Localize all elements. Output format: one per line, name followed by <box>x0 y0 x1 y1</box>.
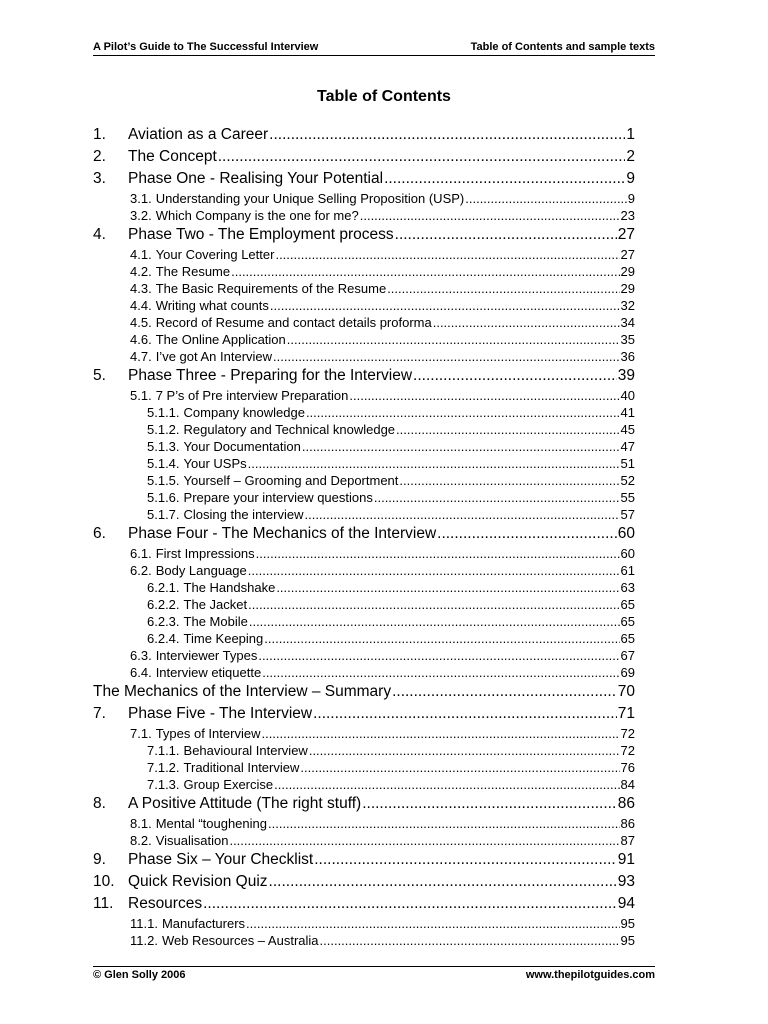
toc-entry-title: Closing the interview <box>183 507 304 522</box>
dot-leader <box>256 545 620 562</box>
toc-entry-title: Manufacturers <box>161 916 246 931</box>
dot-leader <box>275 246 619 263</box>
dot-leader <box>396 421 619 438</box>
toc-entry-title: The Concept <box>128 148 217 165</box>
toc-entry-number: 5.1. <box>130 388 152 403</box>
toc-entry-number: 6.2.1. <box>147 580 180 595</box>
toc-entry[interactable] <box>93 246 635 263</box>
toc-entry-title: The Mechanics of the Interview – Summary <box>93 683 392 700</box>
toc-entry-title: Interview etiquette <box>155 665 262 680</box>
toc-entry-title: Regulatory and Technical knowledge <box>183 422 396 437</box>
dot-leader <box>270 297 620 314</box>
dot-leader <box>384 168 625 190</box>
dot-leader <box>269 124 625 146</box>
toc-entry-number: 10. <box>93 873 115 890</box>
toc-entry-page-number: 23 <box>620 208 635 223</box>
toc-entry-page-number: 86 <box>620 816 635 831</box>
toc-entry[interactable] <box>93 562 635 579</box>
toc-entry-number: 6.1. <box>130 546 152 561</box>
dot-leader <box>273 348 620 365</box>
dot-leader <box>262 664 619 681</box>
toc-entry[interactable] <box>93 314 635 331</box>
toc-entry[interactable] <box>93 776 635 793</box>
page-header <box>93 41 655 56</box>
toc-entry-number: 3.2. <box>130 208 152 223</box>
toc-entry[interactable] <box>93 506 635 523</box>
toc-entry-title: Prepare your interview questions <box>183 490 373 505</box>
toc-entry-page-number: 27 <box>620 247 635 262</box>
toc-entry-page-number: 65 <box>620 614 635 629</box>
toc-entry-page-number: 60 <box>617 525 635 542</box>
toc-entry[interactable] <box>93 849 635 871</box>
toc-entry-number: 6.2.4. <box>147 631 180 646</box>
toc-entry[interactable] <box>93 438 635 455</box>
dot-leader <box>269 871 617 893</box>
toc-entry-page-number: 29 <box>620 264 635 279</box>
toc-entry-page-number: 70 <box>617 683 635 700</box>
toc-entry-number: 4.3. <box>130 281 152 296</box>
toc-entry-number: 7.1.3. <box>147 777 180 792</box>
toc-entry-number: 7. <box>93 705 106 722</box>
toc-entry-number: 7.1.2. <box>147 760 180 775</box>
toc-entry[interactable] <box>93 421 635 438</box>
toc-entry-page-number: 94 <box>617 895 635 912</box>
toc-entry[interactable] <box>93 146 635 168</box>
toc-entry-page-number: 2 <box>626 148 635 165</box>
toc-entry-page-number: 41 <box>620 405 635 420</box>
toc-entry[interactable] <box>93 596 635 613</box>
toc-entry-page-number: 93 <box>617 873 635 890</box>
toc-entry-title: Company knowledge <box>183 405 305 420</box>
toc-entry[interactable] <box>93 759 635 776</box>
toc-entry-page-number: 86 <box>617 795 635 812</box>
toc-entry-number: 2. <box>93 148 106 165</box>
toc-entry[interactable] <box>93 168 635 190</box>
dot-leader <box>231 263 619 280</box>
toc-entry-title: Record of Resume and contact details proforma <box>155 315 432 330</box>
toc-entry-title: Phase Four - The Mechanics of the Interview <box>128 525 437 542</box>
toc-entry-page-number: 47 <box>620 439 635 454</box>
toc-entry-title: Visualisation <box>155 833 229 848</box>
table-of-contents <box>93 124 635 949</box>
toc-entry-title: Writing what counts <box>155 298 269 313</box>
toc-entry-page-number: 72 <box>620 726 635 741</box>
toc-entry[interactable] <box>93 263 635 280</box>
toc-entry-page-number: 71 <box>617 705 635 722</box>
dot-leader <box>248 562 620 579</box>
dot-leader <box>395 224 617 246</box>
toc-entry-title: The Basic Requirements of the Resume <box>155 281 387 296</box>
toc-entry[interactable] <box>93 472 635 489</box>
toc-entry-number: 5.1.6. <box>147 490 180 505</box>
toc-entry-title: Phase One - Realising Your Potential <box>128 170 384 187</box>
toc-entry-number: 1. <box>93 126 106 143</box>
toc-entry-number: 5.1.3. <box>147 439 180 454</box>
dot-leader <box>274 776 619 793</box>
toc-entry-number: 5. <box>93 367 106 384</box>
toc-entry[interactable] <box>93 545 635 562</box>
toc-entry[interactable] <box>93 523 635 545</box>
toc-entry-page-number: 45 <box>620 422 635 437</box>
toc-entry-title: Group Exercise <box>183 777 274 792</box>
dot-leader <box>229 832 619 849</box>
toc-entry-number: 6.4. <box>130 665 152 680</box>
toc-entry-number: 4.2. <box>130 264 152 279</box>
toc-entry-title: Behavioural Interview <box>183 743 308 758</box>
dot-leader <box>218 146 626 168</box>
toc-entry-title: Your Documentation <box>183 439 301 454</box>
dot-leader <box>258 647 619 664</box>
toc-entry-page-number: 29 <box>620 281 635 296</box>
toc-entry[interactable] <box>93 365 635 387</box>
dot-leader <box>392 681 617 703</box>
toc-entry-number: 5.1.2. <box>147 422 180 437</box>
toc-entry[interactable] <box>93 647 635 664</box>
toc-entry-page-number: 57 <box>620 507 635 522</box>
toc-entry-title: The Online Application <box>155 332 286 347</box>
toc-entry-page-number: 91 <box>617 851 635 868</box>
toc-entry-title: Phase Three - Preparing for the Interview <box>128 367 413 384</box>
toc-entry-number: 6.3. <box>130 648 152 663</box>
toc-entry[interactable] <box>93 742 635 759</box>
toc-entry-number: 4.7. <box>130 349 152 364</box>
toc-entry[interactable] <box>93 280 635 297</box>
toc-entry-page-number: 69 <box>620 665 635 680</box>
toc-entry[interactable] <box>93 793 635 815</box>
toc-entry-title: The Resume <box>155 264 231 279</box>
dot-leader <box>465 190 627 207</box>
toc-entry-number: 8.2. <box>130 833 152 848</box>
toc-entry-page-number: 27 <box>617 226 635 243</box>
toc-entry-title: Quick Revision Quiz <box>128 873 268 890</box>
toc-entry-title: Resources <box>128 895 203 912</box>
toc-entry-title: Aviation as a Career <box>128 126 269 143</box>
toc-entry-page-number: 95 <box>620 916 635 931</box>
toc-entry-number: 7.1. <box>130 726 152 741</box>
footer-copyright: © Glen Solly 2006 <box>93 969 186 981</box>
toc-entry[interactable] <box>93 664 635 681</box>
header-section-title: Table of Contents and sample texts <box>470 41 655 53</box>
toc-entry-number: 11.2. <box>130 933 158 948</box>
toc-entry-page-number: 51 <box>620 456 635 471</box>
toc-entry-title: Yourself – Grooming and Deportment <box>183 473 399 488</box>
toc-entry-number: 5.1.5. <box>147 473 180 488</box>
toc-entry-number: 4.5. <box>130 315 152 330</box>
toc-entry-title: Traditional Interview <box>183 760 300 775</box>
toc-entry[interactable] <box>93 348 635 365</box>
toc-entry-title: Phase Two - The Employment process <box>128 226 394 243</box>
dot-leader <box>387 280 619 297</box>
toc-entry-title: Interviewer Types <box>155 648 258 663</box>
toc-entry-title: The Jacket <box>183 597 248 612</box>
toc-entry[interactable] <box>93 932 635 949</box>
toc-entry[interactable] <box>93 224 635 246</box>
toc-entry-number: 6. <box>93 525 106 542</box>
toc-entry[interactable] <box>93 190 635 207</box>
dot-leader <box>261 725 619 742</box>
toc-entry[interactable] <box>93 725 635 742</box>
toc-entry-number: 5.1.7. <box>147 507 180 522</box>
toc-entry-page-number: 55 <box>620 490 635 505</box>
toc-entry-number: 5.1.1. <box>147 405 180 420</box>
toc-entry[interactable] <box>93 124 635 146</box>
toc-entry-page-number: 67 <box>620 648 635 663</box>
dot-leader <box>203 893 617 915</box>
toc-entry-title: Your Covering Letter <box>155 247 275 262</box>
toc-entry-title: Types of Interview <box>155 726 261 741</box>
toc-entry-title: Web Resources – Australia <box>161 933 319 948</box>
toc-entry[interactable] <box>93 832 635 849</box>
toc-entry[interactable] <box>93 489 635 506</box>
dot-leader <box>433 314 620 331</box>
toc-entry-page-number: 61 <box>620 563 635 578</box>
page-title: Table of Contents <box>317 88 451 105</box>
toc-entry[interactable] <box>93 455 635 472</box>
toc-entry-title: Body Language <box>155 563 247 578</box>
dot-leader <box>320 932 620 949</box>
toc-entry-title: Time Keeping <box>183 631 264 646</box>
toc-entry-page-number: 52 <box>620 473 635 488</box>
dot-leader <box>313 703 617 725</box>
toc-entry[interactable] <box>93 630 635 647</box>
toc-entry-page-number: 65 <box>620 631 635 646</box>
toc-entry[interactable] <box>93 404 635 421</box>
toc-entry[interactable] <box>93 915 635 932</box>
dot-leader <box>287 331 620 348</box>
toc-entry[interactable] <box>93 207 635 224</box>
dot-leader <box>306 404 620 421</box>
dot-leader <box>413 365 617 387</box>
toc-entry-page-number: 9 <box>626 170 635 187</box>
toc-entry-page-number: 40 <box>620 388 635 403</box>
toc-entry-title: Phase Six – Your Checklist <box>128 851 314 868</box>
toc-entry-title: Mental “toughening <box>155 816 267 831</box>
toc-entry-page-number: 35 <box>620 332 635 347</box>
toc-entry-number: 3.1. <box>130 191 152 206</box>
dot-leader <box>264 630 619 647</box>
toc-entry[interactable] <box>93 579 635 596</box>
dot-leader <box>314 849 617 871</box>
dot-leader <box>362 793 617 815</box>
toc-entry-page-number: 34 <box>620 315 635 330</box>
toc-entry-number: 9. <box>93 851 106 868</box>
dot-leader <box>309 742 620 759</box>
toc-entry-title: The Mobile <box>183 614 248 629</box>
page-footer <box>93 966 655 981</box>
toc-entry-title: Phase Five - The Interview <box>128 705 313 722</box>
toc-entry-number: 4.4. <box>130 298 152 313</box>
dot-leader <box>302 438 620 455</box>
toc-entry[interactable] <box>93 893 635 915</box>
toc-entry[interactable] <box>93 681 635 703</box>
toc-entry-page-number: 72 <box>620 743 635 758</box>
toc-entry[interactable] <box>93 613 635 630</box>
dot-leader <box>300 759 619 776</box>
toc-entry-page-number: 36 <box>620 349 635 364</box>
dot-leader <box>246 915 619 932</box>
toc-entry-page-number: 65 <box>620 597 635 612</box>
dot-leader <box>399 472 619 489</box>
toc-entry[interactable] <box>93 703 635 725</box>
toc-entry-number: 11. <box>93 895 114 912</box>
toc-entry-title: A Positive Attitude (The right stuff) <box>128 795 362 812</box>
toc-entry-number: 3. <box>93 170 106 187</box>
dot-leader <box>248 596 619 613</box>
toc-entry-number: 6.2. <box>130 563 152 578</box>
toc-entry[interactable] <box>93 331 635 348</box>
dot-leader <box>248 455 620 472</box>
dot-leader <box>374 489 620 506</box>
toc-entry-page-number: 63 <box>620 580 635 595</box>
toc-entry-page-number: 76 <box>620 760 635 775</box>
dot-leader <box>276 579 619 596</box>
header-book-title: A Pilot’s Guide to The Successful Interview <box>93 41 319 53</box>
toc-entry-title: I’ve got An Interview <box>155 349 273 364</box>
toc-entry-page-number: 1 <box>626 126 635 143</box>
toc-entry[interactable] <box>93 387 635 404</box>
toc-entry-title: Your USPs <box>183 456 247 471</box>
footer-website: www.thepilotguides.com <box>525 969 655 981</box>
toc-entry-number: 6.2.3. <box>147 614 180 629</box>
toc-entry-number: 8.1. <box>130 816 152 831</box>
toc-entry-page-number: 60 <box>620 546 635 561</box>
toc-entry-number: 4. <box>93 226 106 243</box>
toc-entry-number: 4.1. <box>130 247 152 262</box>
toc-entry[interactable] <box>93 815 635 832</box>
toc-entry-title: Which Company is the one for me? <box>155 208 359 223</box>
toc-entry-title: 7 P’s of Pre interview Preparation <box>155 388 349 403</box>
toc-entry-number: 7.1.1. <box>147 743 180 758</box>
dot-leader <box>349 387 619 404</box>
toc-entry-page-number: 32 <box>620 298 635 313</box>
toc-entry-number: 4.6. <box>130 332 152 347</box>
toc-entry-number: 5.1.4. <box>147 456 180 471</box>
toc-entry-number: 8. <box>93 795 106 812</box>
toc-entry-title: First Impressions <box>155 546 255 561</box>
dot-leader <box>249 613 620 630</box>
dot-leader <box>304 506 619 523</box>
toc-entry-page-number: 9 <box>627 191 635 206</box>
dot-leader <box>437 523 617 545</box>
toc-entry-page-number: 95 <box>620 933 635 948</box>
toc-entry-page-number: 87 <box>620 833 635 848</box>
toc-entry-number: 6.2.2. <box>147 597 180 612</box>
toc-entry-number: 11.1. <box>130 916 158 931</box>
toc-entry-title: The Handshake <box>183 580 276 595</box>
toc-entry-page-number: 84 <box>620 777 635 792</box>
toc-entry-title: Understanding your Unique Selling Proposition (USP) <box>155 191 465 206</box>
dot-leader <box>268 815 620 832</box>
toc-entry-page-number: 39 <box>617 367 635 384</box>
dot-leader <box>360 207 620 224</box>
toc-entry[interactable] <box>93 297 635 314</box>
toc-entry[interactable] <box>93 871 635 893</box>
